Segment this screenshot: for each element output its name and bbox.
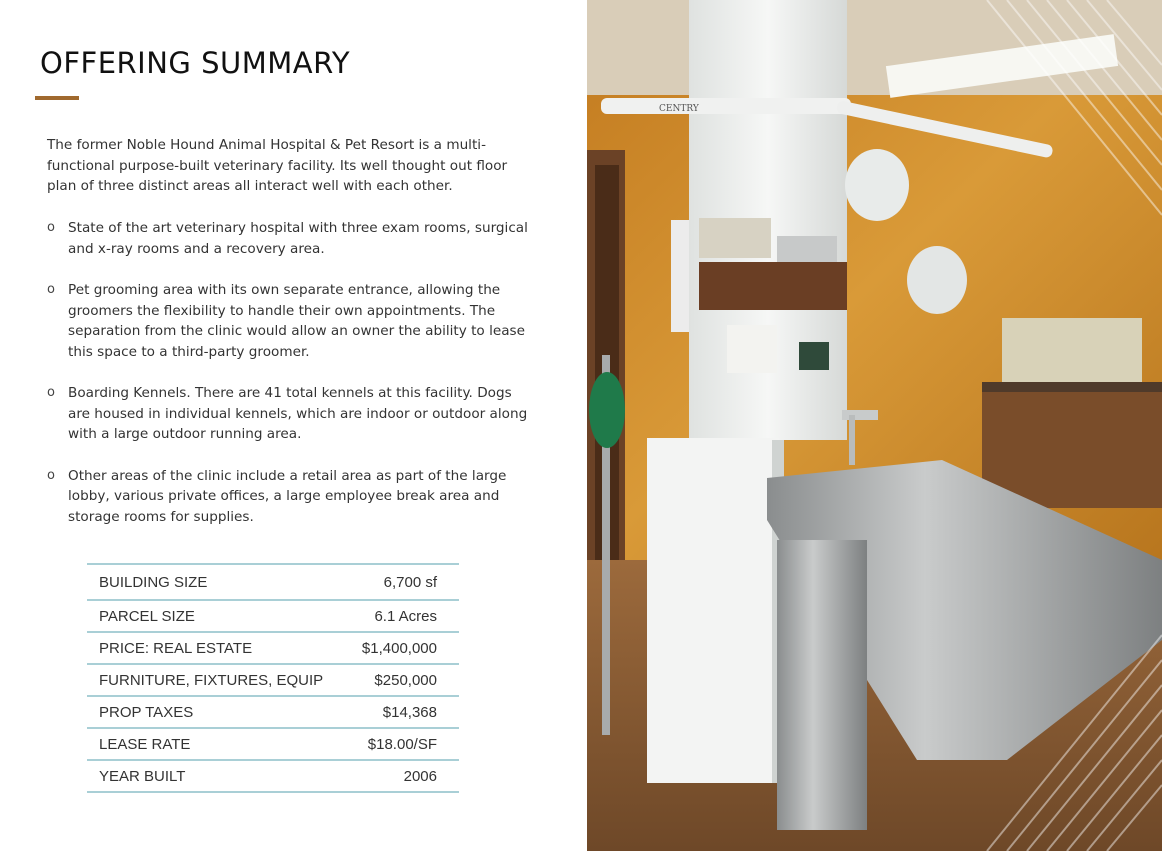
stat-label: PROP TAXES [99, 703, 194, 721]
feature-text: State of the art veterinary hospital with three exam rooms, surgical and x-ray rooms and a recovery area. [68, 220, 528, 257]
cabinet-base [647, 438, 779, 783]
bullet-marker: o [47, 385, 55, 400]
feature-list [47, 218, 537, 548]
feature-item-kennels [47, 383, 537, 445]
stat-value: $14,368 [382, 703, 437, 721]
stat-value: $250,000 [374, 671, 437, 689]
stat-label: PRICE: REAL ESTATE [99, 639, 253, 657]
stat-row-year-built [87, 759, 459, 791]
feature-text: Other areas of the clinic include a retail area as part of the large lobby, various private offices, a large employee break area and storage rooms for supplies. [68, 467, 507, 525]
bullet-marker: o [47, 467, 55, 483]
stat-row-ffe [87, 663, 459, 695]
stat-label: PARCEL SIZE [99, 607, 195, 625]
feature-text: Pet grooming area with its own separate entrance, allowing the groomers the flexibility to handle their own appointments. The separation from the clinic would allow an owner the ability to lease this space to a third-party groomer. [68, 282, 525, 360]
feature-text: Boarding Kennels. There are 41 total kennels at this facility. Dogs are housed in individual kennels, which are indoor or outdoor along with a large outdoor running area. [68, 385, 528, 442]
stat-label: LEASE RATE [99, 735, 191, 753]
stat-row-prop-taxes [87, 695, 459, 727]
feature-item-hospital [47, 218, 537, 259]
page-title: OFFERING SUMMARY [40, 46, 351, 80]
stat-row-parcel-size [87, 599, 459, 631]
bullet-marker: o [47, 220, 55, 235]
stat-row-building-size [87, 563, 459, 599]
stat-value: $1,400,000 [361, 639, 437, 657]
wood-counter [982, 388, 1162, 508]
stats-bottom-rule [87, 791, 459, 793]
feature-item-grooming [47, 280, 537, 362]
wall-outlet [727, 325, 777, 373]
anesthesia-machine [699, 218, 771, 258]
equipment-brand-label: CENTRY [659, 104, 699, 114]
property-stats-table [87, 563, 459, 793]
surgical-light-arm [601, 98, 851, 114]
surgical-light-head [907, 246, 967, 314]
stat-label: YEAR BUILT [99, 767, 186, 785]
stat-row-price [87, 631, 459, 663]
stat-label: BUILDING SIZE [99, 573, 208, 591]
exam-room-illustration [587, 0, 1162, 851]
title-accent-bar [35, 96, 79, 100]
surgical-light-head [845, 149, 909, 221]
stat-value: 2006 [403, 767, 437, 785]
bullet-marker: o [47, 282, 55, 297]
feature-item-other-areas [47, 466, 537, 528]
sterilizer [1002, 318, 1142, 384]
facility-photo [587, 0, 1162, 851]
stat-row-lease-rate [87, 727, 459, 759]
stat-value: $18.00/SF [367, 735, 437, 753]
stat-label: FURNITURE, FIXTURES, EQUIP [99, 671, 324, 689]
stat-value: 6,700 sf [383, 573, 437, 591]
stat-value: 6.1 Acres [374, 607, 437, 625]
intro-paragraph: The former Noble Hound Animal Hospital & Pet Resort is a multi-functional purpose-built veterinary facility. Its well thought out floor plan of three distinct areas all interact well with each other. [47, 137, 508, 194]
steel-cabinet [777, 540, 867, 830]
